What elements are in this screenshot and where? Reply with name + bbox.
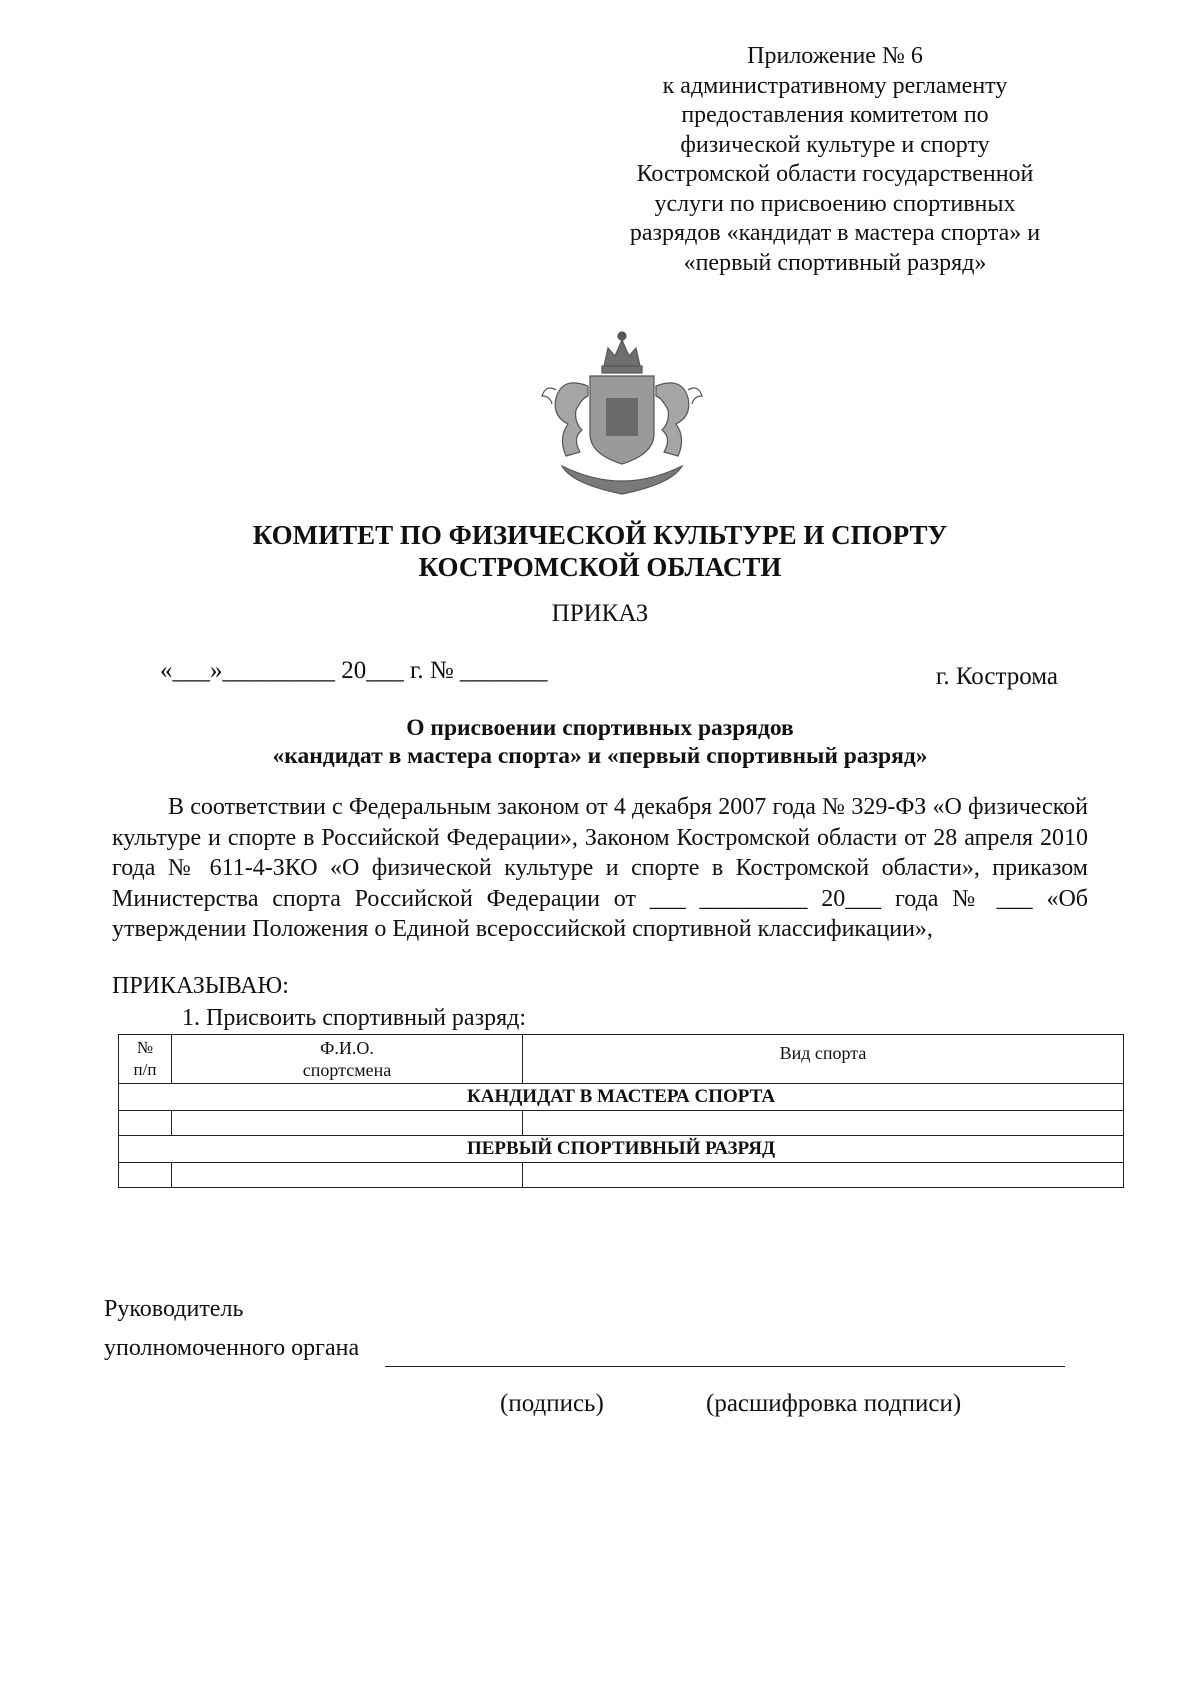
column-header-number-line: п/п — [133, 1060, 157, 1079]
appendix-line: предоставления комитетом по — [681, 102, 989, 128]
appendix-line: к административному регламенту — [662, 72, 1008, 99]
preamble — [112, 792, 1088, 945]
order-item-1: 1. Присвоить спортивный разряд: — [182, 1005, 526, 1031]
order-subject-line: О присвоении спортивных разрядов — [406, 715, 794, 741]
committee-title-line: КОМИТЕТ ПО ФИЗИЧЕСКОЙ КУЛЬТУРЕ И СПОРТУ — [252, 520, 948, 550]
table-cell — [172, 1163, 523, 1188]
table-header-row — [119, 1035, 1124, 1084]
column-header-number — [119, 1035, 172, 1084]
order-subject — [0, 714, 1200, 770]
appendix-line: Приложение № 6 — [747, 43, 923, 69]
preamble-paragraph: В соответствии с Федеральным законом от 4 декабря 2007 года № 329-ФЗ «О физической культуре и спорте в Российской Федерации», Законом Костромской области от 28 апреля 2010 года № 611-4-ЗКО «О физической культуре и спорте в Костромской области», приказом Министерства спорта Российской Федерации от ___ _________ 20___ года № ___ «Об утверждении Положения о Единой всероссийской спортивной классификации», — [112, 794, 1088, 942]
appendix-line: Костромской области государственной — [636, 161, 1034, 187]
table-cell — [119, 1111, 172, 1136]
section-row-first-rank — [119, 1136, 1124, 1163]
table-cell — [523, 1163, 1124, 1188]
appendix-header — [600, 42, 1070, 278]
order-verb: ПРИКАЗЫВАЮ: — [112, 973, 289, 999]
appendix-line: физической культуре и спорту — [680, 131, 990, 158]
signature-caption: (подпись) — [500, 1390, 604, 1417]
appendix-line: разрядов «кандидат в мастера спорта» и — [629, 220, 1041, 246]
table-row — [119, 1163, 1124, 1188]
signature-decode-caption: (расшифровка подписи) — [706, 1390, 962, 1417]
date-number-line: «___»_________ 20___ г. № _______ — [160, 657, 548, 684]
table-cell — [119, 1163, 172, 1188]
order-subject-line: «кандидат в мастера спорта» и «первый спортивный разряд» — [272, 743, 928, 769]
signatory-title — [104, 1290, 359, 1368]
signature-line — [385, 1366, 1065, 1367]
signatory-title-line: Руководитель — [104, 1296, 244, 1322]
committee-title-line: КОСТРОМСКОЙ ОБЛАСТИ — [418, 552, 782, 582]
signatory-title-line: уполномоченного органа — [104, 1335, 360, 1361]
coat-of-arms-icon — [522, 326, 722, 501]
order-title: ПРИКАЗ — [551, 600, 649, 627]
section-label: КАНДИДАТ В МАСТЕРА СПОРТА — [119, 1084, 1124, 1111]
column-header-sport: Вид спорта — [523, 1035, 1124, 1084]
column-header-name-line: спортсмена — [302, 1060, 392, 1080]
ranks-table — [118, 1034, 1124, 1188]
column-header-name-line: Ф.И.О. — [320, 1038, 374, 1058]
table-row — [119, 1111, 1124, 1136]
column-header-name — [172, 1035, 523, 1084]
section-label: ПЕРВЫЙ СПОРТИВНЫЙ РАЗРЯД — [119, 1136, 1124, 1163]
table-cell — [172, 1111, 523, 1136]
table-cell — [523, 1111, 1124, 1136]
appendix-line: «первый спортивный разряд» — [683, 249, 987, 276]
appendix-line: услуги по присвоению спортивных — [654, 190, 1016, 217]
section-row-candidate-master — [119, 1084, 1124, 1111]
column-header-number-line: № — [136, 1038, 154, 1057]
committee-title — [0, 519, 1200, 583]
city-name: г. Кострома — [935, 663, 1058, 690]
